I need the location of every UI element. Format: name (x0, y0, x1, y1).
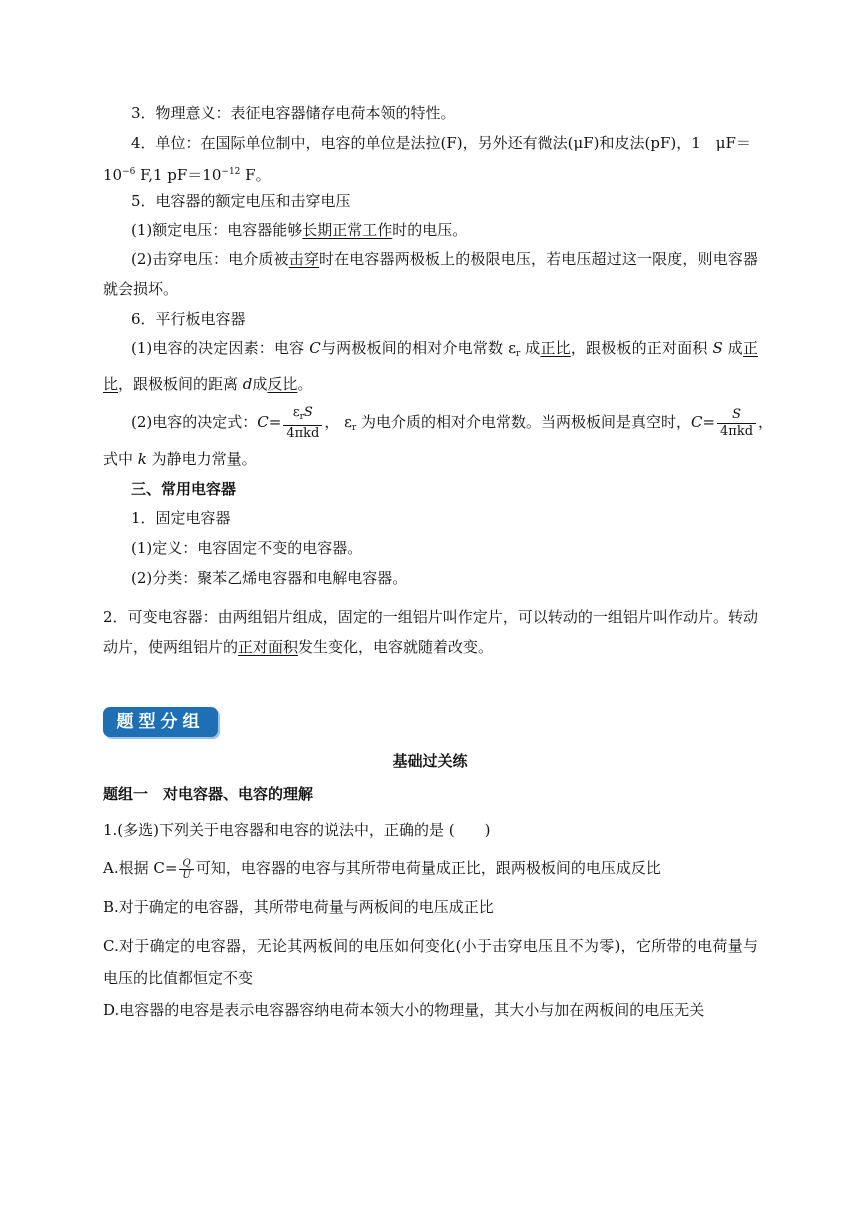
item-6-formula-note: 式中 k 为静电力常量。 (103, 450, 257, 468)
q-over-u-fraction: $\frac{Q}{U}$ (179, 858, 193, 881)
underlined-term: 反比 (267, 375, 298, 393)
underlined-term: 长期正常工作 (302, 221, 393, 239)
item-6-factors: (1)电容的决定因素：电容 C与两极板间的相对介电常数 $\varepsilon_r$ 成正比，跟极板的正对面积 S 成正比，跟极板间的距离 d成反比。 (103, 339, 758, 393)
vacuum-capacitance-fraction: $\frac{S}{\text{4πkd}}$ (717, 407, 756, 440)
item-5-heading: 5．电容器的额定电压和击穿电压 (131, 192, 351, 210)
option-d: D.电容器的电容是表示电容器容纳电荷本领大小的物理量，其大小与加在两板间的电压无关 (103, 1001, 705, 1019)
underlined-term: 正比 (540, 339, 571, 357)
capacitance-fraction: $\frac{\varepsilon_rS}{\text{4πkd}}$ (283, 405, 322, 442)
variable-capacitor: 2．可变电容器：由两组铝片组成，固定的一组铝片叫作定片，可以转动的一组铝片叫作动片。转动动片，使两组铝片的正对面积发生变化，电容就随着改变。 (103, 608, 758, 656)
fixed-capacitor-definition: (1)定义：电容固定不变的电容器。 (131, 539, 363, 557)
item-4-unit-line1: 4．单位：在国际单位制中，电容的单位是法拉(F)，另外还有微法(μF)和皮法(pF)，1 μF＝ (131, 134, 751, 152)
underlined-term: 正对面积 (238, 638, 299, 656)
option-c: C.对于确定的电容器，无论其两板间的电压如何变化(小于击穿电压且不为零)，它所带的电荷量与电压的比值都恒定不变 (103, 937, 758, 987)
fixed-capacitor-types: (2)分类：聚苯乙烯电容器和电解电容器。 (131, 569, 408, 587)
item-5-breakdown-voltage: (2)击穿电压：电介质被击穿时在电容器两极板上的极限电压，若电压超过这一限度，则电容器就会损坏。 (103, 250, 758, 298)
section-badge: 题型分组 (103, 707, 218, 737)
item-3-meaning: 3．物理意义：表征电容器储存电荷本领的特性。 (131, 104, 456, 122)
underlined-term: 正比 (103, 339, 758, 393)
item-5-rated-voltage: (1)额定电压：电容器能够长期正常工作时的电压。 (131, 221, 468, 239)
section-3-heading: 三、常用电容器 (131, 480, 237, 498)
item-6-heading: 6．平行板电容器 (131, 310, 246, 328)
underlined-term: 击穿 (288, 250, 319, 268)
practice-title: 基础过关练 (392, 752, 468, 770)
option-a: A.根据 C= $\frac{Q}{U}$ 可知，电容器的电容与其所带电荷量成正比，跟两极板间的电压成反比 (103, 857, 661, 881)
fixed-capacitor-heading: 1．固定电容器 (131, 509, 231, 527)
item-6-formula: (2)电容的决定式：C= $\frac{\varepsilon_rS}{\text{4πkd}}$ ， $\varepsilon_r$ 为电介质的相对介电常数。当两极板间是真空时，C= $\frac{S}{\text{4πkd}}$ ， (131, 404, 774, 441)
option-b: B.对于确定的电容器，其所带电荷量与两板间的电压成正比 (103, 898, 494, 916)
question-1-stem: 1.(多选)下列关于电容器和电容的说法中，正确的是 ( ) (103, 821, 491, 839)
item-4-unit-line2: $10^{-6}$ F,1 $pF=10^{-12}$ F。 (103, 166, 271, 184)
question-group-heading: 题组一 对电容器、电容的理解 (103, 785, 314, 803)
